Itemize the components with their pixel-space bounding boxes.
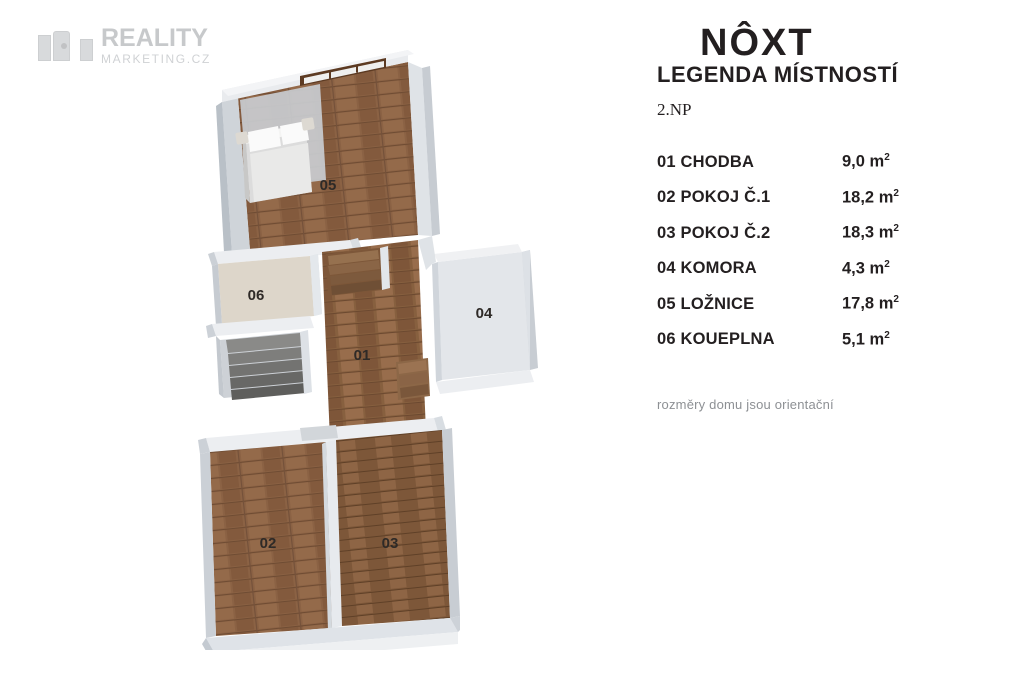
legend-room-area <box>842 223 899 243</box>
legend-room-area <box>842 294 899 314</box>
legend-note: rozměry domu jsou orientační <box>657 397 834 412</box>
watermark-sub-text: MARKETING.CZ <box>101 52 211 66</box>
room-label-05: 05 <box>319 177 337 194</box>
legend-row <box>657 330 987 350</box>
legend-room-area-unit: 2 <box>893 223 899 234</box>
legend-room-area-value: 9,0 m <box>842 152 885 171</box>
room-label-04: 04 <box>475 305 493 322</box>
legend-room-area-value: 17,8 m <box>842 294 894 313</box>
legend-room-area-unit: 2 <box>893 294 899 305</box>
legend-row <box>657 152 987 172</box>
floor-plan <box>150 40 570 650</box>
room-label-01: 01 <box>353 347 371 364</box>
legend-room-area-value: 18,2 m <box>842 188 894 206</box>
legend-room-area <box>842 259 890 279</box>
legend-room-area-value: 4,3 m <box>842 259 885 277</box>
legend-room-area <box>842 330 890 350</box>
legend-room-area-unit: 2 <box>884 329 890 341</box>
legend-panel <box>657 62 987 412</box>
room-label-02: 02 <box>259 535 277 552</box>
brand-name: NÔXT <box>700 22 814 64</box>
legend-room-area-value: 18,3 m <box>842 223 894 242</box>
watermark-main-text: REALITY <box>101 24 208 52</box>
legend-room-label: 05 LOŽNICE <box>657 294 755 313</box>
legend-floor: 2.NP <box>657 100 692 119</box>
legend-room-label: 03 POKOJ Č.2 <box>657 223 771 242</box>
room-label-03: 03 <box>381 535 399 552</box>
room-label-06: 06 <box>247 287 265 304</box>
legend-row <box>657 188 987 208</box>
legend-room-area <box>842 188 899 208</box>
legend-row <box>657 259 987 279</box>
legend-title: LEGENDA MÍSTNOSTÍ <box>657 62 899 87</box>
legend-room-area-unit: 2 <box>893 187 899 199</box>
legend-room-area <box>842 152 890 172</box>
legend-room-label: 01 CHODBA <box>657 152 755 171</box>
legend-room-label: 04 KOMORA <box>657 259 757 277</box>
legend-room-label: 06 KOUEPLNA <box>657 330 775 348</box>
legend-room-list <box>657 152 987 349</box>
legend-room-label: 02 POKOJ Č.1 <box>657 188 771 206</box>
legend-room-area-unit: 2 <box>884 152 890 163</box>
building-logo-icon <box>38 31 93 61</box>
legend-row <box>657 223 987 243</box>
legend-row <box>657 294 987 314</box>
legend-room-area-value: 5,1 m <box>842 330 885 348</box>
legend-room-area-unit: 2 <box>884 258 890 270</box>
